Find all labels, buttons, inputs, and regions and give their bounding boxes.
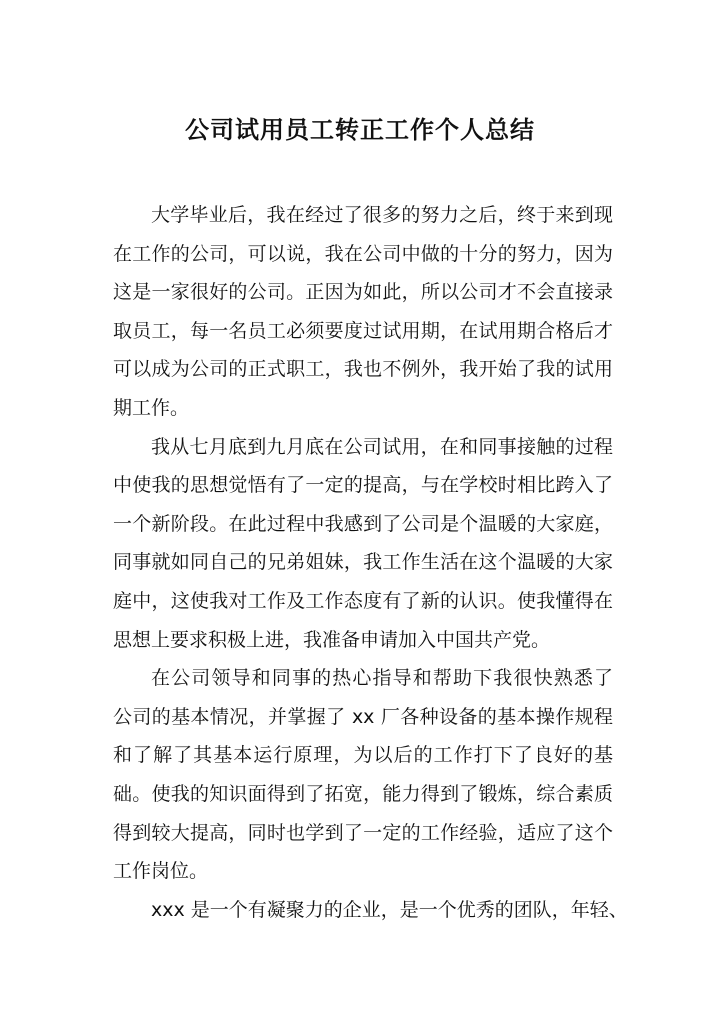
paragraph-1-line-6: 期工作。 xyxy=(113,396,190,419)
paragraph-2-line-1: 我从七月底到九月底在公司试用，在和同事接触的过程 xyxy=(151,435,613,458)
paragraph-3-line-5: 得到较大提高，同时也学到了一定的工作经验，适应了这个 xyxy=(113,821,613,844)
paragraph-1-line-3: 这是一家很好的公司。正因为如此，所以公司才不会直接录 xyxy=(113,281,613,304)
paragraph-1-line-2: 在工作的公司，可以说，我在公司中做的十分的努力，因为 xyxy=(113,242,613,265)
paragraph-4-line-1: xxx 是一个有凝聚力的企业，是一个优秀的团队，年轻、 xyxy=(151,898,628,921)
paragraph-3-line-6: 工作岗位。 xyxy=(113,860,209,883)
paragraph-2-line-6: 思想上要求积极上进，我准备申请加入中国共产党。 xyxy=(113,628,551,651)
paragraph-3-line-3: 和了解了其基本运行原理，为以后的工作打下了良好的基 xyxy=(113,744,613,767)
paragraph-3-line-4: 础。使我的知识面得到了拓宽，能力得到了锻炼，综合素质 xyxy=(113,782,613,805)
document-title: 公司试用员工转正工作个人总结 xyxy=(185,116,535,144)
paragraph-1-line-4: 取员工，每一名员工必须要度过试用期，在试用期合格后才 xyxy=(113,319,613,342)
paragraph-2-line-5: 庭中，这使我对工作及工作态度有了新的认识。使我懂得在 xyxy=(113,589,613,612)
paragraph-2-line-3: 一个新阶段。在此过程中我感到了公司是个温暖的大家庭， xyxy=(113,512,613,535)
paragraph-2-line-2: 中使我的思想觉悟有了一定的提高，与在学校时相比跨入了 xyxy=(113,474,613,497)
paragraph-1-line-5: 可以成为公司的正式职工，我也不例外，我开始了我的试用 xyxy=(113,358,613,381)
paragraph-2-line-4: 同事就如同自己的兄弟姐妹，我工作生活在这个温暖的大家 xyxy=(113,551,613,574)
paragraph-1-line-1: 大学毕业后，我在经过了很多的努力之后，终于来到现 xyxy=(151,204,613,226)
paragraph-3-line-2: 公司的基本情况，并掌握了 xx 厂各种设备的基本操作规程 xyxy=(113,705,613,728)
document-body xyxy=(113,196,628,929)
paragraph-3-line-1: 在公司领导和同事的热心指导和帮助下我很快熟悉了 xyxy=(151,667,613,690)
